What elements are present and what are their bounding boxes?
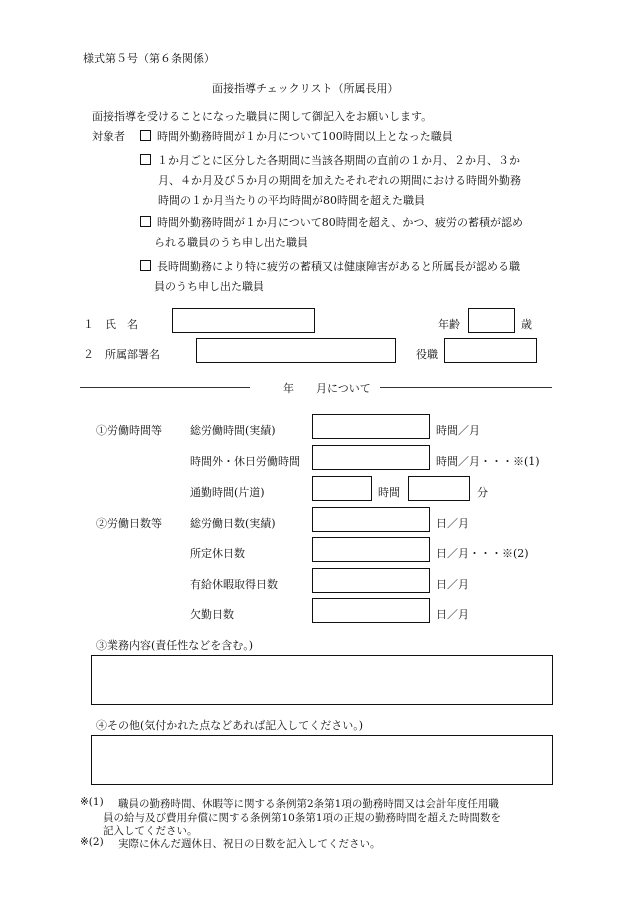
eligibility-item-1[interactable]: 時間外勤務時間が１か月について100時間以上となった職員 xyxy=(140,128,453,144)
dept-label: ２ 所属部署名 xyxy=(83,348,160,361)
overtime-hours-label: 時間外・休日労働時間 xyxy=(190,455,300,468)
note1-line: 記入してください。 xyxy=(103,825,198,837)
other-label: ④その他(気付かれた点などあれば記入してください。) xyxy=(96,719,364,732)
checkbox[interactable] xyxy=(140,130,151,141)
note2-text: 実際に休んだ週休日、祝日の日数を記入してください。 xyxy=(118,838,381,850)
overtime-hours-unit: 時間／月・・・※(1) xyxy=(436,455,540,468)
total-work-hours-label: 総労働時間(実績) xyxy=(190,424,276,437)
scheduled-holidays-field[interactable] xyxy=(312,537,430,562)
note1-marker: ※(1) xyxy=(80,796,104,808)
period-month: 月について xyxy=(316,382,371,395)
eligibility-item-4-line: 員のうち申し出た職員 xyxy=(154,280,264,293)
scheduled-holidays-unit: 日／月・・・※(2) xyxy=(436,547,529,560)
note2-marker: ※(2) xyxy=(80,836,104,848)
duties-label: ③業務内容(責任性などを含む。) xyxy=(96,639,254,652)
commute-minutes-field[interactable] xyxy=(408,476,470,501)
other-textarea[interactable] xyxy=(91,735,553,785)
position-label: 役職 xyxy=(416,348,438,361)
form-title: 面接指導チェックリスト（所属長用） xyxy=(212,82,399,95)
scheduled-holidays-label: 所定休日数 xyxy=(190,547,245,560)
absence-days-label: 欠勤日数 xyxy=(190,608,234,621)
work-hours-section-label: ①労働時間等 xyxy=(96,424,162,437)
eligibility-item-2-line: 時間の１か月当たりの平均時間が80時間を超えた職員 xyxy=(158,194,425,207)
divider-left xyxy=(80,387,250,388)
total-work-hours-field[interactable] xyxy=(312,414,430,439)
name-label: １ 氏 名 xyxy=(83,318,138,331)
form-number: 様式第５号（第６条関係） xyxy=(83,52,215,65)
divider-right xyxy=(380,387,552,388)
paid-leave-unit: 日／月 xyxy=(436,578,469,591)
commute-label: 通勤時間(片道) xyxy=(190,486,265,499)
dept-field[interactable] xyxy=(196,338,396,363)
age-unit: 歳 xyxy=(521,318,532,331)
total-work-days-field[interactable] xyxy=(312,507,430,532)
paid-leave-field[interactable] xyxy=(312,568,430,593)
commute-minutes-unit: 分 xyxy=(477,486,488,499)
note1-line: 員の給与及び費用弁償に関する条例第10条第1項の正規の勤務時間を超えた時間数を xyxy=(103,812,502,824)
overtime-hours-field[interactable] xyxy=(312,445,430,470)
checkbox[interactable] xyxy=(140,260,151,271)
note1-line: 職員の勤務時間、休暇等に関する条例第2条第1項の勤務時間又は会計年度任用職 xyxy=(118,798,499,810)
commute-hours-unit: 時間 xyxy=(378,486,400,499)
absence-days-field[interactable] xyxy=(312,598,430,623)
work-days-section-label: ②労働日数等 xyxy=(96,517,162,530)
eligibility-item-2-line: 月、４か月及び５か月の期間を加えたそれぞれの期間における時間外勤務 xyxy=(158,174,521,187)
age-field[interactable] xyxy=(468,308,515,333)
checkbox[interactable] xyxy=(140,154,151,165)
eligibility-item-2[interactable]: １か月ごとに区分した各期間に当該各期間の直前の１か月、２か月、３か xyxy=(140,152,520,168)
commute-hours-field[interactable] xyxy=(312,476,372,501)
eligibility-item-4[interactable]: 長時間勤務により特に疲労の蓄積又は健康障害があると所属長が認める職 xyxy=(140,258,520,274)
total-work-days-label: 総労働日数(実績) xyxy=(190,517,276,530)
eligibility-label: 対象者 xyxy=(92,130,125,143)
eligibility-item-3[interactable]: 時間外勤務時間が１か月について80時間を超え、かつ、疲労の蓄積が認め xyxy=(140,214,523,230)
absence-days-unit: 日／月 xyxy=(436,608,469,621)
eligibility-item-3-line: られる職員のうち申し出た職員 xyxy=(154,236,308,249)
checkbox[interactable] xyxy=(140,216,151,227)
period-year: 年 xyxy=(283,382,294,395)
age-label: 年齢 xyxy=(438,318,460,331)
paid-leave-label: 有給休暇取得日数 xyxy=(190,578,278,591)
total-work-hours-unit: 時間／月 xyxy=(436,424,480,437)
position-field[interactable] xyxy=(444,338,537,363)
name-field[interactable] xyxy=(172,308,315,333)
duties-textarea[interactable] xyxy=(91,655,553,705)
request-text: 面接指導を受けることになった職員に関して御記入をお願いします。 xyxy=(92,110,433,123)
total-work-days-unit: 日／月 xyxy=(436,517,469,530)
